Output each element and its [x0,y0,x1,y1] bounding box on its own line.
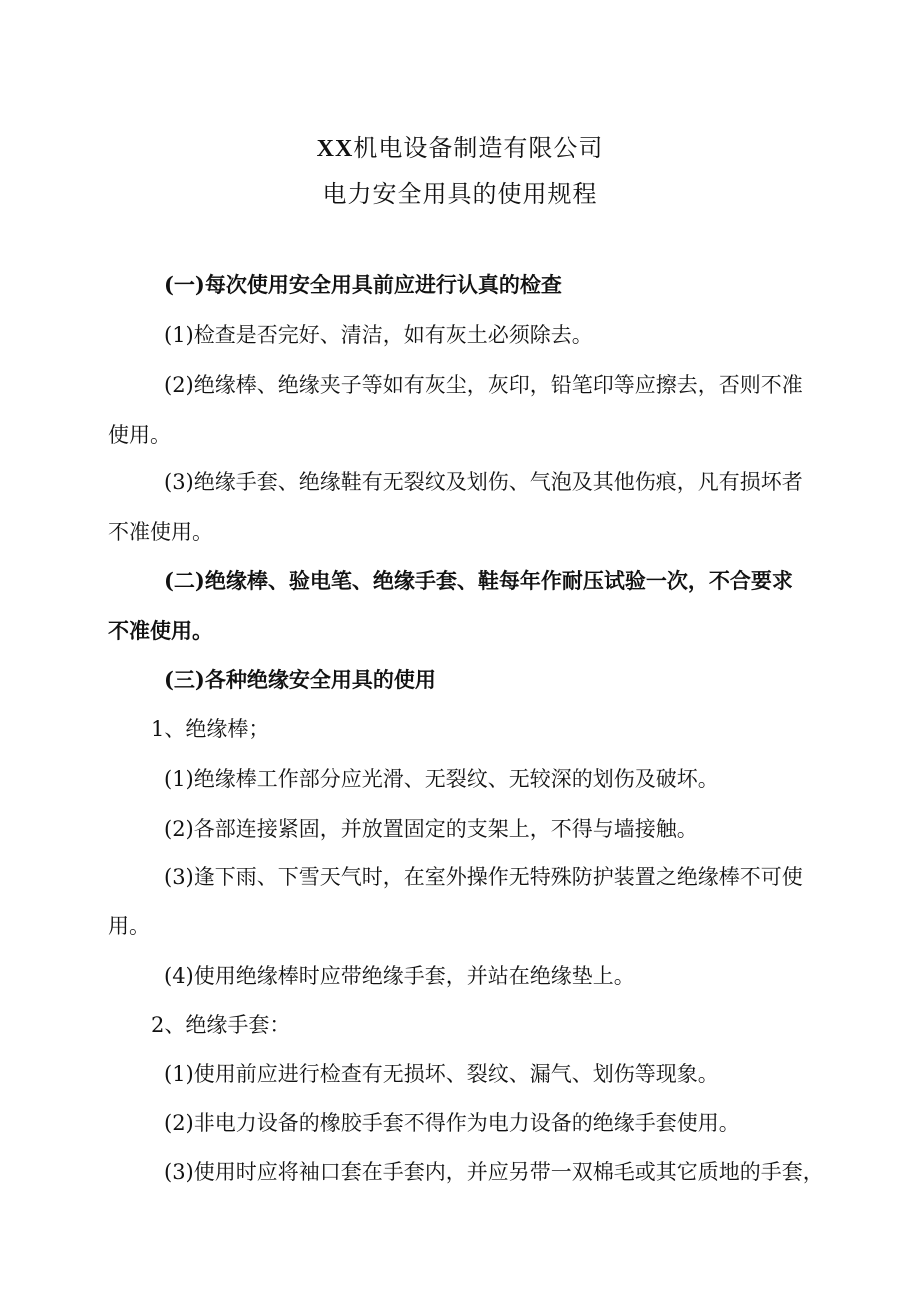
paragraph: (2)各部连接紧固，并放置固定的支架上，不得与墙接触。 [164,817,698,841]
section-heading-3: (三)各种绝缘安全用具的使用 [164,667,436,692]
paragraph: (3)绝缘手套、绝缘鞋有无裂纹及划伤、气泡及其他伤痕，凡有损坏者 [164,470,803,494]
document-title: 电力安全用具的使用规程 [322,180,598,208]
company-name-rest: 机电设备制造有限公司 [353,134,604,162]
company-name [0,128,920,163]
paragraph-continuation: 使用。 [108,423,171,447]
section-heading-2: (二)绝缘棒、验电笔、绝缘手套、鞋每年作耐压试验一次，不合要求 [164,568,793,593]
paragraph: (2)绝缘棒、绝缘夹子等如有灰尘，灰印，铅笔印等应擦去，否则不准 [164,373,803,397]
paragraph: (3)逢下雨、下雪天气时，在室外操作无特殊防护装置之绝缘棒不可使 [164,865,803,889]
item-title: 2、绝缘手套： [151,1013,291,1037]
item-title: 1、绝缘棒； [151,717,270,741]
paragraph-continuation: 用。 [108,914,150,938]
paragraph: (1)绝缘棒工作部分应光滑、无裂纹、无较深的划伤及破坏。 [164,767,719,791]
paragraph: (1)检查是否完好、清洁，如有灰土必须除去。 [164,323,593,347]
paragraph: (4)使用绝缘棒时应带绝缘手套，并站在绝缘垫上。 [164,964,635,988]
paragraph: (3)使用时应将袖口套在手套内，并应另带一双棉毛或其它质地的手套， [164,1160,824,1184]
section-heading-1: (一)每次使用安全用具前应进行认真的检查 [164,272,562,297]
paragraph: (2)非电力设备的橡胶手套不得作为电力设备的绝缘手套使用。 [164,1111,740,1135]
section-heading-2-continuation: 不准使用。 [108,618,213,643]
paragraph-continuation: 不准使用。 [108,520,213,544]
paragraph: (1)使用前应进行检查有无损坏、裂纹、漏气、划伤等现象。 [164,1062,719,1086]
company-prefix: XX [316,136,354,162]
